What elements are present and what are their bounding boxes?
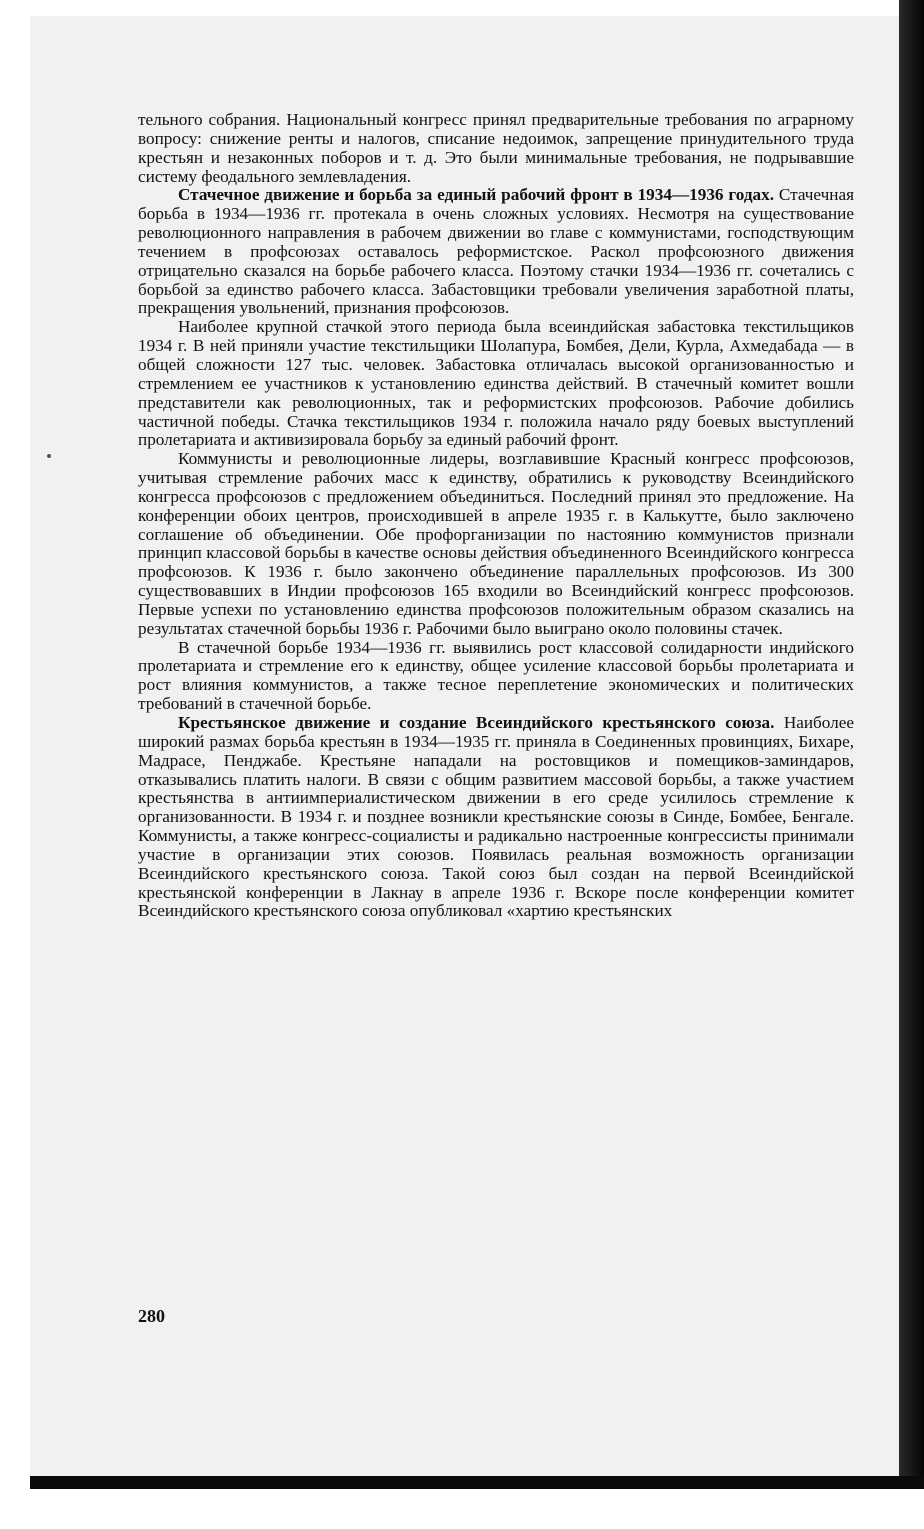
paragraph-5-text: В стачечной борьбе 1934—1936 гг. выявились рост классовой солидарности индийского пролетариата и стремление его к единству, общее усиление классовой борьбы пролетариата и рост влияния коммунистов, а также тесное переплетение экономических и политических требований в стачечной борьбе. bbox=[138, 637, 854, 714]
paragraph-1-text: тельного собрания. Национальный конгресс принял предварительные требования по аграрному вопросу: снижение ренты и налогов, списание недоимок, запрещение принудительного труда крестьян и незаконных поборов и т. д. Это были минимальные требования, не подрывавшие систему феодального землевладения. bbox=[138, 110, 854, 186]
paragraph-4-text: Коммунисты и революционные лидеры, возглавившие Красный конгресс профсоюзов, учитывая стремление рабочих масс к единству, обратились к руководству Всеиндийского конгресса профсоюзов с предложением объединиться. Последний принял это предложение. На конференции обоих центров, происходившей в апреле 1935 г. в Калькутте, было заключено соглашение об объединении. Обе профорганизации по настоянию коммунистов признали принцип классовой борьбы в качестве основы действия объединенного Всеиндийского конгресса профсоюзов. К 1936 г. было закончено объединение параллельных профсоюзов. Из 300 существовавших в Индии профсоюзов 165 входили во Всеиндийский конгресс профсоюзов. Первые успехи по установлению единства профсоюзов положительным образом сказались на результатах стачечной борьбы 1936 г. Рабочими было выиграно около половины стачек. bbox=[138, 449, 854, 638]
paragraph-4 bbox=[138, 450, 854, 638]
paragraph-3-text: Наиболее крупной стачкой этого периода была всеиндийская забастовка текстильщиков 1934 г. В ней приняли участие текстильщики Шолапура, Бомбея, Дели, Курла, Ахмедабада — в общей сложности 127 тыс. человек. Забастовка отличалась высокой организованностью и стремлением ее участников к установлению единства действий. В стачечный комитет вошли представители как революционных, так и реформистских профсоюзов. Рабочие добились частичной победы. Стачка текстильщиков 1934 г. положила начало ряду боевых выступлений пролетариата и активизировала борьбу за единый рабочий фронт. bbox=[138, 317, 854, 450]
body-text bbox=[138, 111, 854, 921]
scan-speck bbox=[47, 454, 51, 458]
section-heading-peasants: Крестьянское движение и создание Всеиндийского крестьянского союза. bbox=[178, 713, 775, 732]
paragraph-5 bbox=[138, 639, 854, 714]
paragraph-3 bbox=[138, 318, 854, 450]
scan-edge-shadow-right bbox=[899, 0, 924, 1480]
scan-edge-shadow-bottom bbox=[30, 1476, 924, 1489]
paragraph-1 bbox=[138, 111, 854, 186]
paragraph-6 bbox=[138, 714, 854, 921]
paragraph-2 bbox=[138, 186, 854, 318]
paragraph-2-text: Стачечная борьба в 1934—1936 гг. протекала в очень сложных условиях. Несмотря на существование революционного направления в рабочем движении во главе с коммунистами, господствующим течением в профсоюзах оставалось реформистское. Раскол профсоюзного движения отрицательно сказался на борьбе рабочего класса. Поэтому стачки 1934—1936 гг. сочетались с борьбой за единство рабочего класса. Забастовщики требовали увеличения заработной платы, прекращения увольнений, признания профсоюзов. bbox=[138, 185, 854, 318]
section-heading-strikes: Стачечное движение и борьба за единый рабочий фронт в 1934—1936 годах. bbox=[178, 185, 775, 205]
page-number: 280 bbox=[138, 1306, 165, 1326]
paragraph-6-text: Наиболее широкий размах борьба крестьян в 1934—1935 гг. приняла в Соединенных провинциях, Бихаре, Мадрасе, Пенджабе. Крестьяне нападали на ростовщиков и помещиков-заминдаров, отказывались платить налоги. В связи с общим развитием массовой борьбы, а также участием крестьянства в антиимпериалистическом движении в его среде усилилось стремление к организованности. В 1934 г. и позднее возникли крестьянские союзы в Синде, Бомбее, Бенгале. Коммунисты, а также конгресс-социалисты и радикально настроенные конгрессисты принимали участие в организации этих союзов. Появилась реальная возможность организации Всеиндийского крестьянского союза. Такой союз был создан на первой Всеиндийской крестьянской конференции в Лакнау в апреле 1936 г. Вскоре после конференции комитет Всеиндийского крестьянского союза опубликовал «хартию крестьянских bbox=[138, 713, 854, 921]
